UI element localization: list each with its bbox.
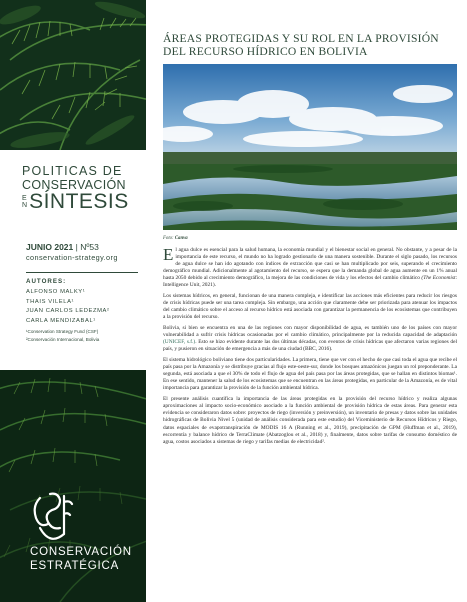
issue-separator: | <box>73 242 81 252</box>
article-headline <box>163 32 457 58</box>
amazon-river-aerial-photo <box>163 64 457 230</box>
palm-leaves-photo-top <box>0 0 146 150</box>
website-link[interactable]: conservation-strategy.org <box>26 253 118 262</box>
paragraph: El sistema hidrológico boliviano tiene dos particularidades. La primera, tiene que ver con el hecho de que casi toda el agua que recibe el país pasa por la Amazonía y se distribuye gracias al flujo este-oeste-sur, donde los bosques amazónicos juegan un rol preponderante. La segunda, está asociada a que el 30% de todo el flujo de agua del país pasa por las áreas protegidas, que se hallan en distintos biomas¹. En ese sentido, mantener la salud de los ecosistemas que se encuentran en las áreas protegidas, en particular de la Amazonía, es de vital importancia para garantizar la provisión de la función ambiental hídrica. <box>163 357 457 392</box>
authors-heading: AUTORES: <box>26 278 67 285</box>
brand-name <box>30 545 132 573</box>
affiliation: ¹Conservation Strategy Fund (CSF) <box>26 329 99 334</box>
issue-date: JUNIO 2021 <box>26 242 74 252</box>
drop-cap: E <box>163 245 174 264</box>
issue-number: Nº53 <box>80 242 99 252</box>
paragraph-text: Bolivia, si bien se encuentra en una de las regiones con mayor disponibilidad de agua, es también uno de los países con mayor vulnerabilidad a sufrir crisis hídricas ocasionadas por el cambio climático, principalmente por la reducida capacidad de adaptación <box>163 325 457 339</box>
article-body <box>163 247 457 449</box>
cover-sidebar <box>0 0 146 602</box>
caption-credit: Canva <box>174 236 188 241</box>
author-name: CARLA MENDIZABAL¹ <box>26 317 96 324</box>
headline-line2: DEL RECURSO HÍDRICO EN BOLIVIA <box>163 45 368 58</box>
paragraph <box>163 325 457 353</box>
series-title-box <box>0 150 146 236</box>
paragraph-text: : Intelligence Unit, 2021). <box>163 275 457 289</box>
csf-logo-icon <box>30 488 76 550</box>
brand-line2: ESTRATÉGICA <box>30 560 120 572</box>
series-title-line3-row <box>22 192 138 212</box>
affiliation: ²Conservación Internacional, Bolivia <box>26 337 100 342</box>
author-name: JUAN CARLOS LEDEZMA² <box>26 308 110 314</box>
series-title-line3: SÍNTESIS <box>29 190 129 213</box>
series-title-en-e: E <box>22 195 27 202</box>
series-title-line2: CONSERVACIÓN <box>22 178 126 192</box>
issue-line <box>26 242 138 252</box>
paragraph <box>163 247 457 290</box>
author-name: THAIS VILELA¹ <box>26 298 75 305</box>
divider <box>26 272 138 273</box>
author-name: ALFONSO MALKY¹ <box>26 289 86 295</box>
series-title-line1: POLITICAS DE <box>22 164 123 178</box>
paragraph-text: . Esto se hizo evidente durante las dos últimas décadas, con eventos de crisis hídricas que afectaron varias regiones del país, y pusieron en situación de emergencia a más de una ciudad (BBC, 2016). <box>163 339 457 353</box>
issue-info-box <box>0 236 146 370</box>
citation-link[interactable]: (UNICEF, s.f.) <box>163 339 196 346</box>
series-title-en-n: N <box>22 202 28 209</box>
citation: (The Economist <box>421 275 456 282</box>
paragraph: Los sistemas hídricos, en general, funcionan de una manera compleja, e identificar las acciones más eficientes para reducir los riesgos de crisis hídricas puede ser una tarea compleja. Sin embargo, una acción que claramente debe ser priorizada para atenuar los impactos del cambio climático sobre el acceso al recurso hídrico está asociada con garantizar la permanencia de los ecosistemas que contribuyen a la provisión del recurso. <box>163 293 457 321</box>
brand-line1: CONSERVACIÓN <box>30 546 132 558</box>
paragraph: El presente análisis cuantifica la importancia de las áreas protegidas en la provisión del recurso hídrico y realiza algunas aproximaciones al impacto socio-económico asociado a la función ambiental de provisión hídrica de estas áreas. Para generar esta evidencia se consideraron datos sobre: proyectos de riego (inversión y preinversión), un inventario de presas y datos sobre las unidades hidrográficas de Bolivia Nivel 5 (unidad de análisis considerada para este estudio) del Viceministerio de Recursos Hídricos y Riego, datos espaciales de evapotranspiración de MODIS 16 A (Running et al., 2019), precipitación de GPM (Huffman et al., 2019), escorrentía y balance hídrico de TerraClimate (Abatzoglou et al., 2018) y, finalmente, datos sobre tarifas de consumo doméstico de agua, costos asociados a sistemas de riego y tarifas medias de electricidad². <box>163 396 457 445</box>
caption-label: Foto: <box>163 236 175 241</box>
series-title-en <box>22 195 27 209</box>
paragraph-text: l agua dulce es esencial para la salud humana, la economía mundial y el bienestar social en general. No obstante, y a pesar de la importancia de este recurso, el mundo no ha logrado gestionarlo de una manera sostenible. Durante el siglo pasado, los recursos de agua dulce se han ido agotando con índices de extracción que casi se han multiplicado por seis, superando el crecimiento demográfico mundial. Adicionalmente al agotamiento del recurso, se espera que la demanda global de agua aumente en un 1% anual hasta 2050 debido al crecimiento demográfico, la mejora de las condiciones de vida y los efectos del cambio climático <box>163 247 457 282</box>
photo-caption <box>163 236 188 241</box>
headline-line1: ÁREAS PROTEGIDAS Y SU ROL EN LA PROVISIÓN <box>163 32 439 45</box>
article <box>163 0 457 602</box>
